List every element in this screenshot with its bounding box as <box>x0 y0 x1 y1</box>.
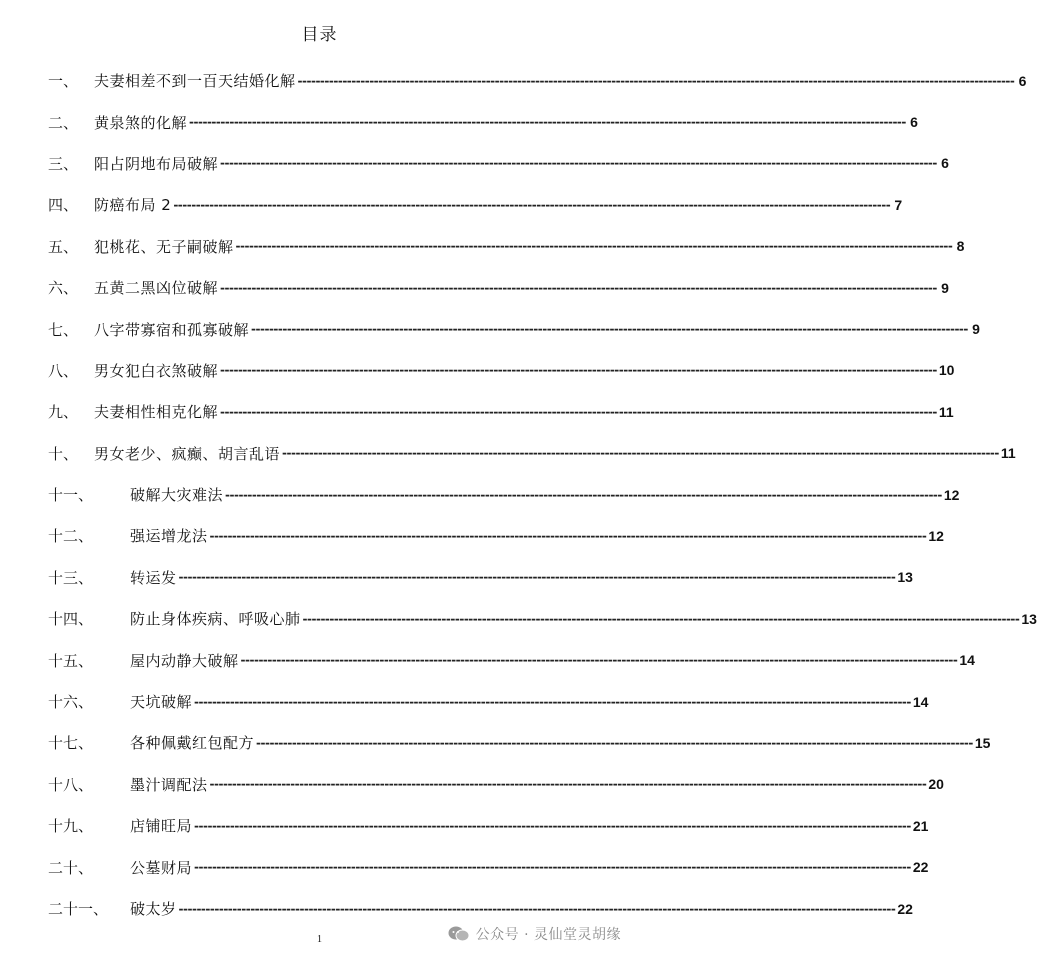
toc-entry-page: 9 <box>941 279 949 296</box>
toc-entry <box>48 391 954 432</box>
toc-entry-leader: ---------------------------------------------------------------------------------------------------------------------------------------------------------------- <box>178 570 896 585</box>
toc-entry-leader: ---------------------------------------------------------------------------------------------------------------------------------------------------------------- <box>235 239 953 254</box>
toc-entry-heading: 墨汁调配法 <box>130 775 208 794</box>
page-number: 1 <box>317 934 322 945</box>
toc-entry-page: 13 <box>1021 610 1037 627</box>
toc-entry-leader: ---------------------------------------------------------------------------------------------------------------------------------------------------------------- <box>194 818 911 833</box>
toc-entry-leader: ---------------------------------------------------------------------------------------------------------------------------------------------------------------- <box>256 735 973 750</box>
toc-entry-number: 十七、 <box>48 734 94 753</box>
toc-entry-heading: 五黄二黑凶位破解 <box>94 279 219 298</box>
toc-entry <box>48 101 918 142</box>
toc-entry-page: 12 <box>928 527 944 544</box>
toc-entry-page: 8 <box>956 238 965 255</box>
toc-title: 目录 <box>301 25 338 45</box>
toc-entry-number: 二十一、 <box>48 900 109 918</box>
toc-entry-heading: 男女犯白衣煞破解 <box>94 361 219 380</box>
toc-entry-leader: ---------------------------------------------------------------------------------------------------------------------------------------------------------------- <box>220 156 937 171</box>
toc-entry-number: 二、 <box>48 113 79 132</box>
toc-entry-page: 7 <box>894 196 903 213</box>
toc-entry <box>48 60 1027 101</box>
toc-entry-number: 九、 <box>48 403 79 422</box>
toc-entry-heading: 八字带寡宿和孤寡破解 <box>94 320 250 339</box>
toc-entry-number: 六、 <box>48 279 79 298</box>
toc-entry-heading: 夫妻相性相克化解 <box>94 403 219 422</box>
toc-entry <box>48 598 1037 639</box>
toc-entry-leader: ---------------------------------------------------------------------------------------------------------------------------------------------------------------- <box>220 280 937 295</box>
toc-entry-page: 22 <box>897 900 913 917</box>
toc-entry-heading: 黄泉煞的化解 <box>94 113 188 132</box>
toc-entry-number: 十一、 <box>48 486 94 505</box>
watermark <box>448 920 621 948</box>
toc-entry-number: 十六、 <box>48 693 94 712</box>
toc-entry-page: 22 <box>912 859 929 876</box>
toc-entry <box>48 639 975 680</box>
toc-entry-heading: 天坑破解 <box>130 693 193 712</box>
watermark-text: 公众号 · 灵仙堂灵胡缘 <box>475 927 621 943</box>
toc-entry <box>48 557 913 598</box>
toc-entry <box>48 515 944 556</box>
toc-entry <box>48 474 960 515</box>
toc-entry-heading: 阳占阴地布局破解 <box>94 154 219 173</box>
toc-entry-heading: 转运发 <box>130 568 177 587</box>
toc-entry <box>48 433 1016 474</box>
toc-entry-page: 21 <box>912 817 929 834</box>
toc-entry-heading: 各种佩戴红包配方 <box>130 734 255 753</box>
toc-entry-page: 6 <box>941 155 949 172</box>
toc-entry-page: 11 <box>1000 445 1016 462</box>
toc-entry-heading: 男女老少、疯癫、胡言乱语 <box>94 444 281 463</box>
toc-entry-page: 6 <box>1018 72 1027 89</box>
toc-entry <box>48 184 903 225</box>
toc-entry-leader: ---------------------------------------------------------------------------------------------------------------------------------------------------------------- <box>178 901 896 916</box>
toc-entry-leader: ---------------------------------------------------------------------------------------------------------------------------------------------------------------- <box>220 404 937 419</box>
toc-entry-number: 三、 <box>48 154 79 173</box>
toc-entry-leader: ---------------------------------------------------------------------------------------------------------------------------------------------------------------- <box>209 777 927 792</box>
toc-entry <box>48 226 965 267</box>
toc-entry <box>48 846 929 887</box>
toc-entry <box>48 308 980 349</box>
toc-entry-heading: 屋内动静大破解 <box>130 651 239 670</box>
toc-entry-page: 13 <box>897 569 913 586</box>
wechat-official-account-icon <box>448 925 470 943</box>
toc-entry-leader: ---------------------------------------------------------------------------------------------------------------------------------------------------------------- <box>173 197 891 212</box>
toc-entry-heading: 公墓财局 <box>130 858 193 877</box>
toc-entry-page: 15 <box>974 734 991 751</box>
toc-entry <box>48 764 944 805</box>
toc-entry-page: 14 <box>959 652 975 669</box>
toc-entry-number: 七、 <box>48 320 79 339</box>
toc-entry-page: 10 <box>938 362 955 379</box>
toc-entry-number: 十八、 <box>48 775 94 794</box>
toc-entry-leader: ---------------------------------------------------------------------------------------------------------------------------------------------------------------- <box>282 446 999 461</box>
toc-entry-heading: 店铺旺局 <box>130 817 193 836</box>
toc-entry <box>48 143 949 184</box>
toc-entry <box>48 350 955 391</box>
toc-entry-number: 十九、 <box>48 817 94 836</box>
toc-entry-page: 11 <box>938 403 954 420</box>
toc-entry-number: 十二、 <box>48 527 94 546</box>
toc-entry <box>48 722 991 763</box>
toc-entry-number: 十五、 <box>48 651 94 670</box>
toc-entry-page: 6 <box>910 114 918 131</box>
toc-entry-heading: 破太岁 <box>130 900 177 918</box>
toc-entry-number: 十四、 <box>48 610 94 629</box>
toc-entry-leader: ---------------------------------------------------------------------------------------------------------------------------------------------------------------- <box>189 115 906 130</box>
toc-entry-leader: ---------------------------------------------------------------------------------------------------------------------------------------------------------------- <box>297 73 1015 88</box>
toc-entry-number: 十、 <box>48 444 79 463</box>
toc-entry-heading: 破解大灾难法 <box>130 486 224 505</box>
toc-entry-number: 八、 <box>48 361 79 380</box>
toc-entry-leader: ---------------------------------------------------------------------------------------------------------------------------------------------------------------- <box>225 487 942 502</box>
toc-entry-page: 9 <box>972 321 980 338</box>
toc-entry-number: 四、 <box>48 196 79 215</box>
toc-entry <box>48 681 929 722</box>
toc-entry-leader: ---------------------------------------------------------------------------------------------------------------------------------------------------------------- <box>251 322 968 337</box>
toc-entry-leader: ---------------------------------------------------------------------------------------------------------------------------------------------------------------- <box>194 860 911 875</box>
toc-entry-heading: 夫妻相差不到一百天结婚化解 <box>94 72 296 91</box>
toc-entry-number: 二十、 <box>48 858 94 877</box>
toc-entry-page: 20 <box>928 776 944 793</box>
toc-entry-page: 14 <box>912 693 929 710</box>
toc-entry-leader: ---------------------------------------------------------------------------------------------------------------------------------------------------------------- <box>209 528 927 543</box>
toc-entry-leader: ---------------------------------------------------------------------------------------------------------------------------------------------------------------- <box>220 363 937 378</box>
toc-entry-heading: 强运增龙法 <box>130 527 208 546</box>
toc-entry <box>48 805 929 846</box>
toc-entry-heading: 防癌布局 2 <box>94 196 172 215</box>
toc-entry-page: 12 <box>943 486 960 503</box>
toc-entry-leader: ---------------------------------------------------------------------------------------------------------------------------------------------------------------- <box>240 653 958 668</box>
toc-entry-number: 十三、 <box>48 568 94 587</box>
toc-entry-leader: ---------------------------------------------------------------------------------------------------------------------------------------------------------------- <box>302 611 1020 626</box>
toc-entry-heading: 防止身体疾病、呼吸心肺 <box>130 610 301 629</box>
table-of-contents <box>48 60 1037 929</box>
toc-entry <box>48 267 949 308</box>
toc-entry-leader: ---------------------------------------------------------------------------------------------------------------------------------------------------------------- <box>194 694 911 709</box>
toc-entry-number: 一、 <box>48 72 79 91</box>
toc-entry-heading: 犯桃花、无子嗣破解 <box>94 237 234 256</box>
toc-entry-number: 五、 <box>48 237 79 256</box>
